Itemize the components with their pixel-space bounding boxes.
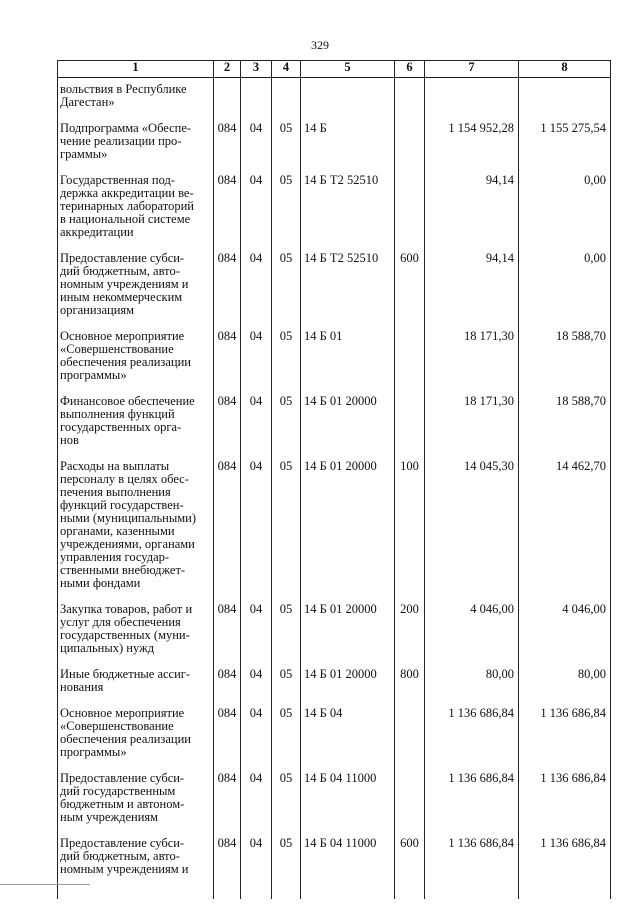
cell-ministry-code: 084 — [214, 603, 241, 668]
cell-description — [58, 668, 214, 707]
description-line: граммы» — [60, 147, 108, 161]
cell-target-article: 14 Б Т2 52510 — [301, 174, 395, 252]
description-line: дий государственным — [60, 784, 176, 798]
table-row — [58, 668, 611, 707]
column-header: 6 — [395, 61, 425, 78]
cell-expense-type: 800 — [395, 668, 425, 707]
cell-description — [58, 603, 214, 668]
table-row — [58, 330, 611, 395]
cell-target-article: 14 Б 01 20000 — [301, 603, 395, 668]
cell-description — [58, 395, 214, 460]
cell-subsection: 05 — [272, 122, 301, 174]
cell-section: 04 — [241, 122, 272, 174]
cell-expense-type: 600 — [395, 252, 425, 330]
cell-target-article: 14 Б — [301, 122, 395, 174]
cell-section: 04 — [241, 460, 272, 603]
description-line: Иные бюджетные ассиг- — [60, 667, 191, 681]
cell-description — [58, 772, 214, 837]
description-line: государственных (муни- — [60, 628, 190, 642]
table-row — [58, 460, 611, 603]
cell-amount-year-2: 1 136 686,84 — [519, 772, 611, 837]
cell-ministry-code: 084 — [214, 772, 241, 837]
cell-amount-year-1: 94,14 — [425, 174, 519, 252]
cell-ministry-code: 084 — [214, 395, 241, 460]
cell-expense-type: 100 — [395, 460, 425, 603]
cell-section — [241, 78, 272, 123]
description-line: Предоставление субси- — [60, 836, 185, 850]
cell-subsection: 05 — [272, 603, 301, 668]
cell-ministry-code: 084 — [214, 252, 241, 330]
description-line: учреждениями, органами — [60, 537, 195, 551]
description-line: номным учреждениям и — [60, 862, 189, 876]
description-line: ными (муниципальными) — [60, 511, 197, 525]
description-line: Государственная под- — [60, 173, 175, 187]
cell-expense-type — [395, 707, 425, 772]
description-line: персоналу в целях обес- — [60, 472, 189, 486]
description-line: печения выполнения — [60, 485, 171, 499]
description-line: органами, казенными — [60, 524, 175, 538]
cell-amount-year-1: 18 171,30 — [425, 395, 519, 460]
cell-ministry-code: 084 — [214, 330, 241, 395]
description-line: вольствия в Республике — [60, 82, 187, 96]
cell-expense-type — [395, 174, 425, 252]
cell-amount-year-2 — [519, 78, 611, 123]
cell-section: 04 — [241, 330, 272, 395]
cell-expense-type — [395, 78, 425, 123]
description-line: ными фондами — [60, 576, 141, 590]
description-line: «Совершенствование — [60, 719, 174, 733]
description-line: программы» — [60, 368, 127, 382]
cell-ministry-code: 084 — [214, 668, 241, 707]
cell-amount-year-1: 1 136 686,84 — [425, 707, 519, 772]
cell-amount-year-2: 1 155 275,54 — [519, 122, 611, 174]
cell-section: 04 — [241, 668, 272, 707]
cell-target-article — [301, 78, 395, 123]
cell-amount-year-1: 94,14 — [425, 252, 519, 330]
description-line: функций государствен- — [60, 498, 184, 512]
table-row — [58, 603, 611, 668]
cell-amount-year-2: 1 136 686,84 — [519, 837, 611, 899]
description-line: государственных орга- — [60, 420, 182, 434]
table-row — [58, 174, 611, 252]
description-line: чение реализации про- — [60, 134, 182, 148]
cell-description — [58, 252, 214, 330]
cell-amount-year-2: 0,00 — [519, 174, 611, 252]
column-header: 5 — [301, 61, 395, 78]
table-row — [58, 837, 611, 899]
cell-amount-year-2: 80,00 — [519, 668, 611, 707]
description-line: бюджетным и автоном- — [60, 797, 185, 811]
description-line: ным учреждениям — [60, 810, 159, 824]
description-line: Дагестан» — [60, 95, 115, 109]
cell-amount-year-2: 14 462,70 — [519, 460, 611, 603]
scan-edge-mark — [0, 884, 90, 887]
column-header: 3 — [241, 61, 272, 78]
cell-subsection: 05 — [272, 460, 301, 603]
description-line: Основное мероприятие — [60, 329, 185, 343]
cell-ministry-code: 084 — [214, 837, 241, 899]
description-line: иным некоммерческим — [60, 290, 183, 304]
description-line: номным учреждениям и — [60, 277, 189, 291]
cell-expense-type — [395, 395, 425, 460]
cell-description — [58, 460, 214, 603]
cell-amount-year-1: 1 136 686,84 — [425, 837, 519, 899]
cell-description — [58, 174, 214, 252]
budget-table — [57, 60, 611, 899]
description-line: аккредитации — [60, 225, 134, 239]
description-line: Подпрограмма «Обеспе- — [60, 121, 192, 135]
column-header: 8 — [519, 61, 611, 78]
cell-amount-year-1: 4 046,00 — [425, 603, 519, 668]
column-header: 1 — [58, 61, 214, 78]
cell-ministry-code: 084 — [214, 707, 241, 772]
description-line: выполнения функций — [60, 407, 175, 421]
table-row — [58, 78, 611, 123]
cell-section: 04 — [241, 174, 272, 252]
cell-amount-year-1: 80,00 — [425, 668, 519, 707]
description-line: Предоставление субси- — [60, 251, 185, 265]
header-row — [58, 61, 611, 78]
table-row — [58, 707, 611, 772]
description-line: программы» — [60, 745, 127, 759]
cell-subsection: 05 — [272, 252, 301, 330]
cell-subsection — [272, 78, 301, 123]
column-header: 2 — [214, 61, 241, 78]
description-line: нов — [60, 433, 79, 447]
table-row — [58, 772, 611, 837]
column-header: 7 — [425, 61, 519, 78]
cell-description — [58, 707, 214, 772]
cell-amount-year-1: 14 045,30 — [425, 460, 519, 603]
cell-ministry-code: 084 — [214, 122, 241, 174]
description-line: держка аккредитации ве- — [60, 186, 194, 200]
cell-description — [58, 78, 214, 123]
cell-ministry-code: 084 — [214, 460, 241, 603]
cell-subsection: 05 — [272, 174, 301, 252]
table-row — [58, 122, 611, 174]
cell-section: 04 — [241, 603, 272, 668]
cell-section: 04 — [241, 772, 272, 837]
description-line: «Совершенствование — [60, 342, 174, 356]
cell-target-article: 14 Б 04 11000 — [301, 772, 395, 837]
cell-section: 04 — [241, 837, 272, 899]
description-line: обеспечения реализации — [60, 732, 191, 746]
table-header — [58, 61, 611, 78]
cell-description — [58, 330, 214, 395]
cell-amount-year-2: 18 588,70 — [519, 330, 611, 395]
cell-amount-year-1 — [425, 78, 519, 123]
description-line: ципальных) нужд — [60, 641, 155, 655]
cell-subsection: 05 — [272, 707, 301, 772]
cell-amount-year-2: 1 136 686,84 — [519, 707, 611, 772]
description-line: обеспечения реализации — [60, 355, 191, 369]
cell-expense-type: 200 — [395, 603, 425, 668]
cell-subsection: 05 — [272, 668, 301, 707]
cell-subsection: 05 — [272, 837, 301, 899]
description-line: ственными внебюджет- — [60, 563, 186, 577]
cell-amount-year-2: 4 046,00 — [519, 603, 611, 668]
cell-ministry-code — [214, 78, 241, 123]
description-line: услуг для обеспечения — [60, 615, 181, 629]
cell-target-article: 14 Б Т2 52510 — [301, 252, 395, 330]
description-line: в национальной системе — [60, 212, 191, 226]
description-line: Финансовое обеспечение — [60, 394, 195, 408]
table-row — [58, 252, 611, 330]
description-line: нования — [60, 680, 104, 694]
description-line: управления государ- — [60, 550, 170, 564]
cell-target-article: 14 Б 01 20000 — [301, 668, 395, 707]
cell-expense-type: 600 — [395, 837, 425, 899]
cell-target-article: 14 Б 01 — [301, 330, 395, 395]
cell-description — [58, 837, 214, 899]
cell-description — [58, 122, 214, 174]
cell-target-article: 14 Б 01 20000 — [301, 460, 395, 603]
cell-expense-type — [395, 330, 425, 395]
cell-amount-year-2: 0,00 — [519, 252, 611, 330]
cell-subsection: 05 — [272, 395, 301, 460]
cell-expense-type — [395, 122, 425, 174]
cell-section: 04 — [241, 395, 272, 460]
cell-ministry-code: 084 — [214, 174, 241, 252]
cell-target-article: 14 Б 04 — [301, 707, 395, 772]
description-line: теринарных лабораторий — [60, 199, 194, 213]
cell-amount-year-1: 1 136 686,84 — [425, 772, 519, 837]
cell-subsection: 05 — [272, 330, 301, 395]
cell-subsection: 05 — [272, 772, 301, 837]
description-line: Предоставление субси- — [60, 771, 185, 785]
table-body — [58, 78, 611, 900]
cell-expense-type — [395, 772, 425, 837]
description-line: организациям — [60, 303, 135, 317]
cell-amount-year-1: 18 171,30 — [425, 330, 519, 395]
cell-amount-year-1: 1 154 952,28 — [425, 122, 519, 174]
page-number: 329 — [311, 38, 329, 52]
column-header: 4 — [272, 61, 301, 78]
cell-target-article: 14 Б 01 20000 — [301, 395, 395, 460]
description-line: Закупка товаров, работ и — [60, 602, 193, 616]
description-line: Основное мероприятие — [60, 706, 185, 720]
description-line: дий бюджетным, авто- — [60, 264, 180, 278]
description-line: дий бюджетным, авто- — [60, 849, 180, 863]
cell-target-article: 14 Б 04 11000 — [301, 837, 395, 899]
description-line: Расходы на выплаты — [60, 459, 170, 473]
cell-amount-year-2: 18 588,70 — [519, 395, 611, 460]
table-row — [58, 395, 611, 460]
cell-section: 04 — [241, 707, 272, 772]
cell-section: 04 — [241, 252, 272, 330]
